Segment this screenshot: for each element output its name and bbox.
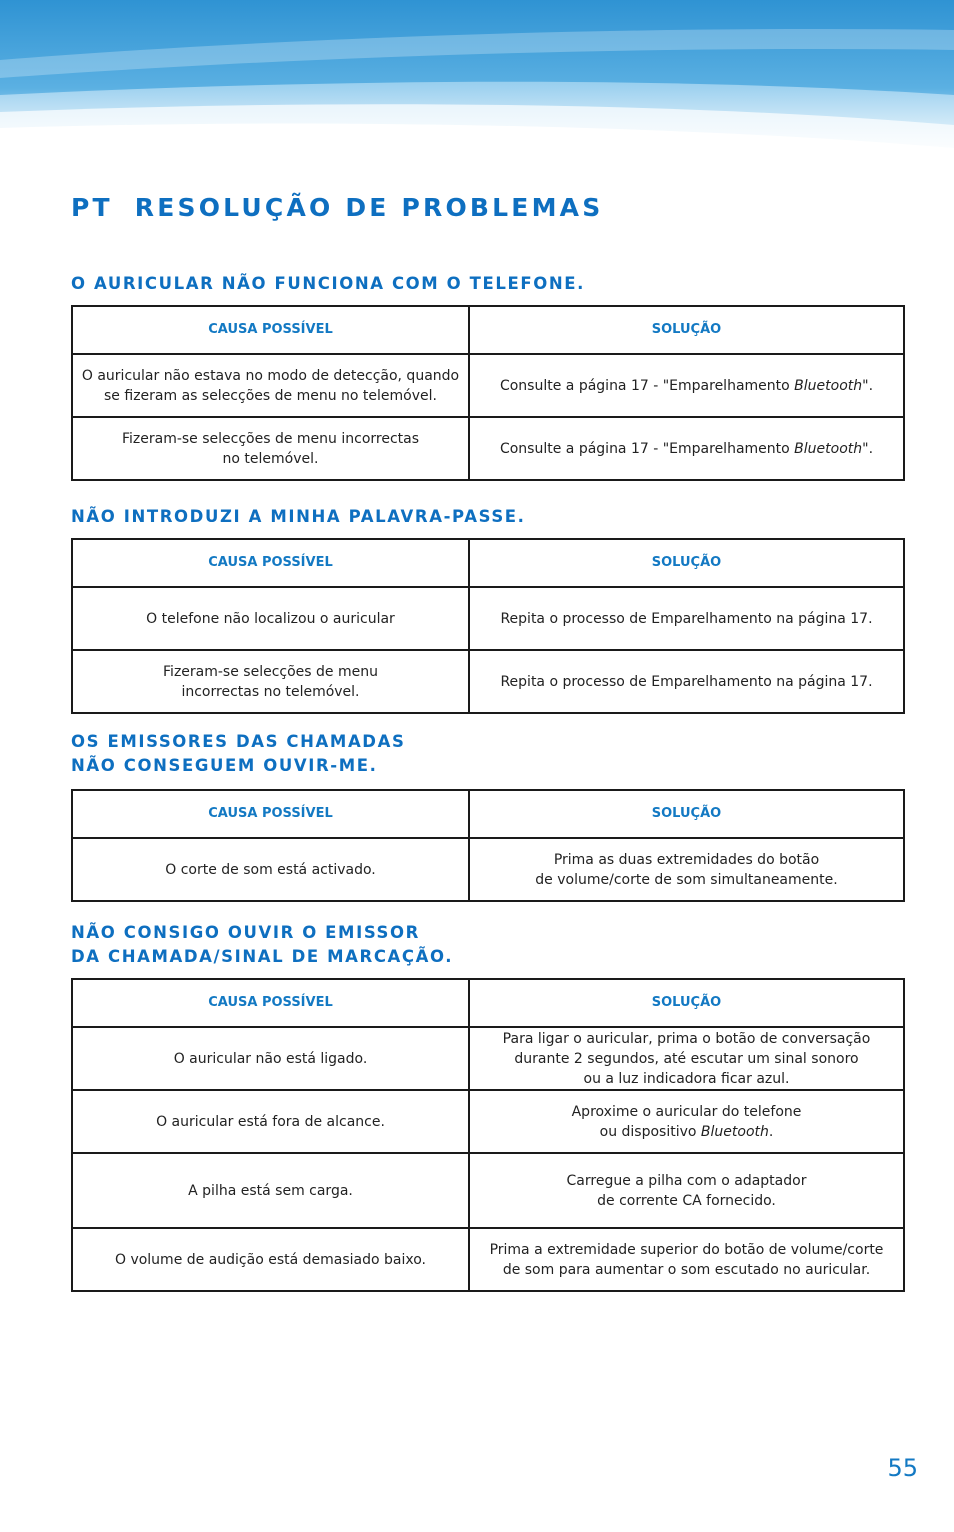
solution-column-header: SOLUÇÃO — [469, 306, 904, 354]
cause-column-header: CAUSA POSSÍVEL — [72, 790, 469, 838]
solution-cell: Carregue a pilha com o adaptador de corrente CA fornecido. — [469, 1153, 904, 1228]
table-row — [72, 1027, 904, 1090]
cause-cell: Fizeram-se selecções de menu incorrectas no telemóvel. — [72, 417, 469, 480]
table-header-row — [72, 979, 904, 1027]
solution-cell: Consulte a página 17 - "Emparelhamento Bluetooth". — [469, 354, 904, 417]
troubleshooting-table-3 — [71, 789, 905, 902]
solution-column-header: SOLUÇÃO — [469, 979, 904, 1027]
troubleshooting-table-1 — [71, 305, 905, 481]
cause-cell: O auricular está fora de alcance. — [72, 1090, 469, 1153]
table-header-row — [72, 790, 904, 838]
cause-cell: O auricular não estava no modo de detecção, quando se fizeram as selecções de menu no telemóvel. — [72, 354, 469, 417]
header-wave-banner — [0, 0, 954, 160]
solution-cell: Repita o processo de Emparelhamento na página 17. — [469, 650, 904, 713]
solution-cell: Prima a extremidade superior do botão de volume/corte de som para aumentar o som escutado no auricular. — [469, 1228, 904, 1291]
table-row — [72, 1153, 904, 1228]
table-row — [72, 1228, 904, 1291]
cause-column-header: CAUSA POSSÍVEL — [72, 979, 469, 1027]
table-header-row — [72, 539, 904, 587]
table-row — [72, 1090, 904, 1153]
table-row — [72, 650, 904, 713]
table-row — [72, 587, 904, 650]
section-heading-1: O AURICULAR NÃO FUNCIONA COM O TELEFONE. — [71, 274, 585, 293]
table-header-row — [72, 306, 904, 354]
cause-cell: O corte de som está activado. — [72, 838, 469, 901]
cause-column-header: CAUSA POSSÍVEL — [72, 306, 469, 354]
solution-cell: Repita o processo de Emparelhamento na página 17. — [469, 587, 904, 650]
section-heading-2: NÃO INTRODUZI A MINHA PALAVRA-PASSE. — [71, 507, 526, 526]
page-number: 55 — [887, 1454, 918, 1482]
solution-cell: Para ligar o auricular, prima o botão de conversação durante 2 segundos, até escutar um sinal sonoro ou a luz indicadora ficar azul. — [469, 1027, 904, 1090]
section-heading-3: OS EMISSORES DAS CHAMADAS NÃO CONSEGUEM OUVIR-ME. — [71, 732, 406, 775]
cause-column-header: CAUSA POSSÍVEL — [72, 539, 469, 587]
troubleshooting-table-4 — [71, 978, 905, 1292]
solution-column-header: SOLUÇÃO — [469, 790, 904, 838]
language-code: PT — [71, 193, 113, 222]
table-row — [72, 417, 904, 480]
solution-cell: Consulte a página 17 - "Emparelhamento Bluetooth". — [469, 417, 904, 480]
table-row — [72, 354, 904, 417]
table-row — [72, 838, 904, 901]
page-title — [71, 193, 603, 222]
cause-cell: A pilha está sem carga. — [72, 1153, 469, 1228]
cause-cell: O volume de audição está demasiado baixo. — [72, 1228, 469, 1291]
solution-cell: Aproxime o auricular do telefone ou dispositivo Bluetooth. — [469, 1090, 904, 1153]
section-heading-4: NÃO CONSIGO OUVIR O EMISSOR DA CHAMADA/SINAL DE MARCAÇÃO. — [71, 923, 454, 966]
page-title-text: RESOLUÇÃO DE PROBLEMAS — [134, 193, 604, 222]
solution-column-header: SOLUÇÃO — [469, 539, 904, 587]
cause-cell: O auricular não está ligado. — [72, 1027, 469, 1090]
cause-cell: Fizeram-se selecções de menu incorrectas no telemóvel. — [72, 650, 469, 713]
solution-cell: Prima as duas extremidades do botão de volume/corte de som simultaneamente. — [469, 838, 904, 901]
cause-cell: O telefone não localizou o auricular — [72, 587, 469, 650]
troubleshooting-table-2 — [71, 538, 905, 714]
